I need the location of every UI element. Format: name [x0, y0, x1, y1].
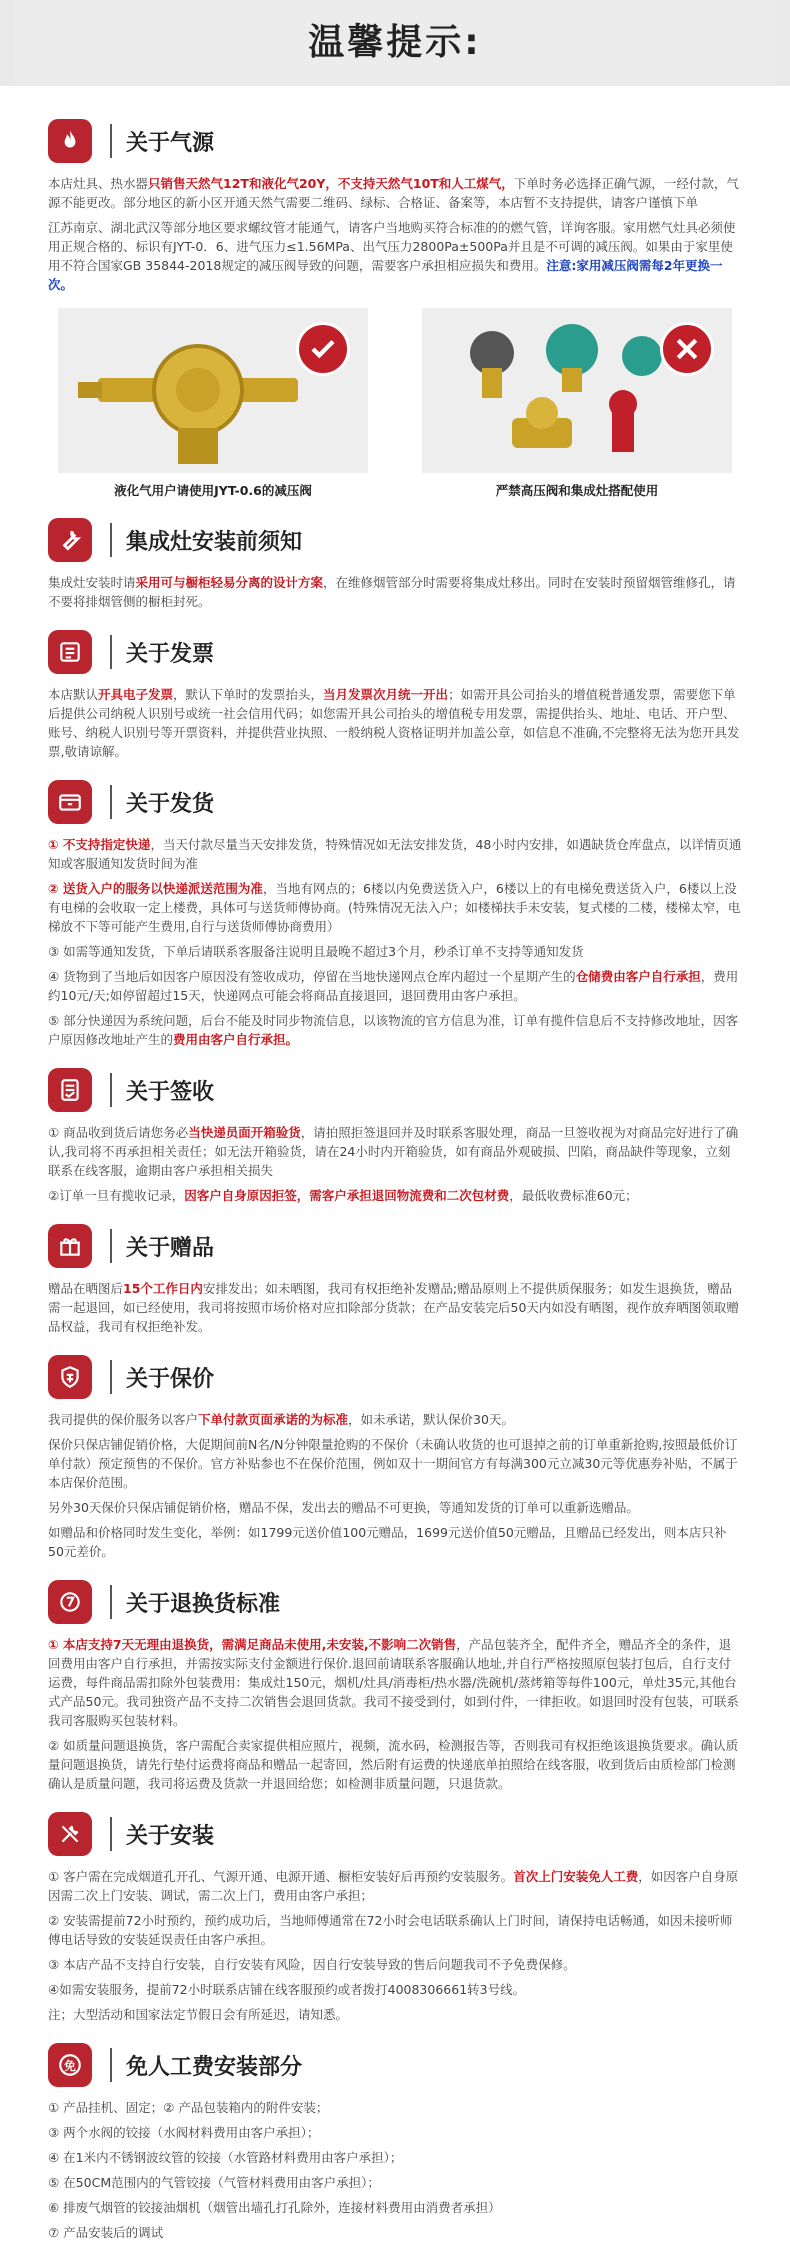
invoice-paragraph [48, 685, 742, 761]
section-header-price [48, 1344, 742, 1410]
highlight-text: 开具电子发票 [98, 687, 174, 702]
section-divider [110, 523, 112, 557]
section-title: 关于发货 [126, 791, 215, 817]
section-body-install [48, 1867, 742, 2024]
section-body-integrated [48, 573, 742, 611]
highlight-text: ① 本店支持7天无理由退换货，需满足商品未使用,未安装,不影响二次销售 [48, 1637, 457, 1652]
section-body-gas [48, 174, 742, 294]
section-body-shipping [48, 835, 742, 1049]
text: ，产品包装齐全，配件齐全，赠品齐全的条件，退回费用由客户自行承担，并需按实际支付金额进行保价.退回前请联系客服确认地址,并自行严格按照原包装打包后，自行支付运费，每件商品需扣除外包装费用：集成灶150元，烟机/灶具/消毒柜/热水器/洗碗机/蒸烤箱等每件100元，单灶35元,其他台式产品50元。我司独资产品不支持二次销售会退回货款。我司不接受到付，如到付件，一律拒收。如退回时没有包装，可联系我司客服购买包装材料。 [48, 1637, 739, 1728]
list-item [48, 1011, 742, 1049]
list-item: 注；大型活动和国家法定节假日会有所延迟，请知悉。 [48, 2007, 349, 2022]
highlight-text: 仓储费由客户自行承担 [575, 969, 701, 984]
list-item: ③ 本店产品不支持自行安装，自行安装有风险，因自行安装导致的售后问题我司不予免费保修。 [48, 1957, 576, 1972]
section-title: 关于气源 [126, 130, 215, 156]
valve-image [422, 308, 732, 473]
receipt-icon [48, 630, 92, 674]
section-header-invoice [48, 619, 742, 685]
integrated-paragraph [48, 573, 742, 611]
flame-icon [48, 119, 92, 163]
text: 安排发出；如未晒图，我司有权拒绝补发赠品;赠品原则上不提供质保服务；如发生退换货，赠品需一起退回，如已经使用，我司将按照市场价格对应扣除部分货款；在产品安装完后50天内如没有晒图，视作放弃晒图领取赠品权益，我司有权拒绝补发。 [48, 1281, 739, 1334]
text: ④ 货物到了当地后如因客户原因没有签收成功，停留在当地快递网点仓库内超过一个星期产生的 [48, 969, 576, 984]
gas-paragraph-1 [48, 174, 742, 212]
forbidden-valve-photo [422, 308, 732, 499]
gift-paragraph [48, 1279, 742, 1336]
text: ，在维修烟管部分时需要将集成灶移出。同时在安装时预留烟管维修孔，请不要将排烟管侧的橱柜封死。 [48, 575, 736, 609]
text: 江苏南京、湖北武汉等部分地区要求螺纹管才能通气，请客户当地购买符合标准的的燃气管，详询客服。家用燃气灶具必须使用正规合格的、标识有JYT-0．6、进气压力≤1.56MPa、出气压力2800Pa±500Pa并且是不可调的减压阀。如果由于家里使用不符合国家GB 35844-2018规定的减压阀导致的问题，需要客户承担相应损失和费用。 [48, 220, 736, 273]
tools-icon [48, 1812, 92, 1856]
highlight-text: 下单付款页面承诺的为标准 [198, 1412, 349, 1427]
valve-photos [58, 308, 732, 499]
price-paragraph-3: 另外30天保价只保店铺促销价格，赠品不保，发出去的赠品不可更换，等通知发货的订单可以重新选赠品。 [48, 1500, 639, 1515]
highlight-text: 当月发票次月统一开出 [323, 687, 449, 702]
highlight-text: 当快递员面开箱验货 [188, 1125, 301, 1140]
section-divider [110, 1360, 112, 1394]
section-divider [110, 1817, 112, 1851]
check-icon [296, 322, 350, 376]
text: ，费用约10元/天;如停留超过15天，快递网点可能会将商品直接退回，退回费用由客户承担。 [48, 969, 739, 1003]
correct-valve-photo [58, 308, 368, 499]
text: ⑤ 部分快递因为系统问题，后台不能及时同步物流信息，以该物流的官方信息为准，订单有揽件信息后不支持修改地址，因客户原因修改地址产生的 [48, 1013, 739, 1047]
highlight-text: ① 不支持指定快递 [48, 837, 151, 852]
section-header-returns [48, 1569, 742, 1635]
section-header-shipping [48, 769, 742, 835]
section-body-returns [48, 1635, 742, 1793]
section-title: 关于安装 [126, 1823, 215, 1849]
gift-icon [48, 1224, 92, 1268]
list-item: ③ 两个水阀的铰接（水阀材料费用由客户承担）； [48, 2125, 320, 2140]
box-icon [48, 780, 92, 824]
section-title: 关于退换货标准 [126, 1591, 281, 1617]
highlight-text: 首次上门安装免人工费 [513, 1869, 639, 1884]
list-item [48, 835, 742, 873]
page-title: 温馨提示: [308, 22, 482, 63]
highlight-text: 注意:家用减压阀需每2年更换一次。 [48, 258, 723, 292]
list-item [48, 1867, 742, 1905]
text: ；如需开具公司抬头的增值税普通发票，需要您下单后提供公司纳税人识别号或统一社会信用代码；如您需开具公司抬头的增值税专用发票，需提供抬头、地址、电话、开户型、账号、纳税人识别号等开票资料，并提供营业执照、一般纳税人资格证明并加盖公章，如信息不准确,不完整将无法为您开具发票,敬请谅解。 [48, 687, 740, 759]
section-title: 集成灶安装前须知 [126, 529, 303, 555]
list-item [48, 1123, 742, 1180]
section-header-gift [48, 1213, 742, 1279]
text: ，默认下单时的发票抬头， [173, 687, 324, 702]
highlight-text: 只销售天然气12T和液化气20Y，不支持天然气10T和人工煤气， [148, 176, 514, 191]
wrench-icon [48, 518, 92, 562]
section-divider [110, 1229, 112, 1263]
signature-doc-icon [48, 1068, 92, 1112]
text: ，当天付款尽量当天安排发货，特殊情况如无法安排发货，48小时内安排，如遇缺货仓库盘点，以详情页通知或客服通知发货时间为准 [48, 837, 742, 871]
section-divider [110, 635, 112, 669]
highlight-text: 15个工作日内 [123, 1281, 203, 1296]
section-title: 关于保价 [126, 1366, 215, 1392]
text: ，请拍照拒签退回并及时联系客服处理，商品一旦签收视为对商品完好进行了确认,我司将不再承担相关责任；如无法开箱验货，请在24小时内开箱验货，如有商品外观破损、凹陷，商品缺件等现象，立刻联系在线客服，逾期由客户承担相关损失 [48, 1125, 739, 1178]
text: 本店默认 [48, 687, 99, 702]
section-body-signing [48, 1123, 742, 1205]
return-7-icon [48, 1580, 92, 1624]
list-item: ② 如质量问题退换货，客户需配合卖家提供相应照片，视频，流水码，检测报告等，否则我司有权拒绝该退换货要求。确认质量问题退换货，请先行垫付运费将商品和赠品一起寄回，然后附有运费的快递底单拍照给在线客服，收到货后由质检部门检测确认是质量问题，我司将运费及货款一并退回给您；如检测非质量问题，只退货款。 [48, 1738, 739, 1791]
highlight-text: ② 送货入户的服务以快递派送范围为准 [48, 881, 263, 896]
forbidden-valve-caption: 严禁高压阀和集成灶搭配使用 [495, 483, 659, 498]
section-body-gift [48, 1279, 742, 1336]
highlight-text: 因客户自身原因拒签，需客户承担退回物流费和二次包材费 [184, 1188, 510, 1203]
text: 集成灶安装时请 [48, 575, 136, 590]
section-header-integrated [48, 507, 742, 573]
section-body-invoice [48, 685, 742, 761]
correct-valve-caption: 液化气用户请使用JYT-0.6的减压阀 [114, 483, 312, 498]
text: 本店灶具、热水器 [48, 176, 149, 191]
price-paragraph-4: 如赠品和价格同时发生变化，举例：如1799元送价值100元赠品，1699元送价值50元赠品，且赠品已经发出，则本店只补50元差价。 [48, 1525, 727, 1559]
list-item [48, 1186, 742, 1205]
banner-bar-right [776, 0, 790, 86]
section-header-gas [48, 108, 742, 174]
text: 赠品在晒图后 [48, 1281, 124, 1296]
list-item: ⑥ 排废气烟管的铰接油烟机（烟管出墙孔打孔除外，连接材料费用由消费者承担） [48, 2200, 501, 2215]
section-title: 免人工费安装部分 [126, 2054, 303, 2080]
valve-image [58, 308, 368, 473]
text: ，如因客户自身原因需二次上门安装、调试，需二次上门，费用由客户承担； [48, 1869, 739, 1903]
section-divider [110, 1073, 112, 1107]
list-item [48, 967, 742, 1005]
list-item: ④如需安装服务，提前72小时联系店铺在线客服预约或者拨打4008306661转3号线。 [48, 1982, 526, 1997]
highlight-text: 采用可与橱柜轻易分离的设计方案 [135, 575, 324, 590]
text: 下单时务必选择正确气源，一经付款，气源不能更改。部分地区的新小区开通天然气需要二维码、绿标、合格证、备案等，本店暂不支持提供，请客户谨慎下单 [48, 176, 739, 210]
price-paragraph-2: 保价只保店铺促销价格，大促期间前N名/N分钟限量抢购的不保价（未确认收货的也可退掉之前的订单重新抢购,按照最低价订单付款）预定预售的不保价。官方补贴参也不在保价范围，例如双十一期间官方有每满300元立减30元等优惠券补贴，不属于本店保价范围。 [48, 1437, 738, 1490]
list-item [48, 879, 742, 936]
list-item: ① 产品挂机、固定；② 产品包装箱内的附件安装； [48, 2100, 329, 2115]
text: ，当地有网点的；6楼以内免费送货入户，6楼以上的有电梯免费送货入户，6楼以上没有电梯的会收取一定上楼费，具体可与送货师傅协商。(特殊情况无法入户；如楼梯扶手未安装，复式楼的二楼，楼梯太窄，电梯放不下等可能产生费用,自行与送货师傅协商费用） [48, 881, 741, 934]
banner-bar-left [0, 0, 14, 86]
list-item: ② 安装需提前72小时预约，预约成功后，当地师傅通常在72小时会电话联系确认上门时间，请保持电话畅通，如因未接听师傅电话导致的安装延误责任由客户承担。 [48, 1913, 733, 1947]
cross-icon [660, 322, 714, 376]
section-header-signing [48, 1057, 742, 1123]
section-divider [110, 1585, 112, 1619]
text: ① 商品收到货后请您务必 [48, 1125, 189, 1140]
section-divider [110, 785, 112, 819]
list-item: ③ 如需等通知发货，下单后请联系客服备注说明且最晚不超过3个月，秒杀订单不支持等通知发货 [48, 944, 584, 959]
price-paragraph-1 [48, 1410, 742, 1429]
text: ②订单一旦有揽收记录， [48, 1188, 185, 1203]
list-item: ④ 在1米内不锈钢波纹管的铰接（水管路材料费用由客户承担）； [48, 2150, 403, 2165]
section-divider [110, 2048, 112, 2082]
section-header-free [48, 2032, 742, 2098]
section-body-free [48, 2098, 742, 2242]
section-header-install [48, 1801, 742, 1867]
section-title: 关于签收 [126, 1079, 215, 1105]
list-item [48, 1635, 742, 1730]
text: 我司提供的保价服务以客户 [48, 1412, 199, 1427]
text: ，如未承诺，默认保价30天。 [348, 1412, 514, 1427]
list-item: ⑦ 产品安装后的调试 [48, 2225, 164, 2240]
section-title: 关于发票 [126, 641, 215, 667]
notice-content [0, 86, 790, 2242]
banner [0, 0, 790, 86]
text: ，最低收费标准60元； [509, 1188, 638, 1203]
shield-price-icon [48, 1355, 92, 1399]
text: ① 客户需在完成烟道孔开孔、气源开通、电源开通、橱柜安装好后再预约安装服务。 [48, 1869, 514, 1884]
section-title: 关于赠品 [126, 1235, 215, 1261]
highlight-text: 费用由客户自行承担。 [173, 1032, 299, 1047]
gas-paragraph-2 [48, 218, 742, 294]
section-body-price [48, 1410, 742, 1561]
svg-text:免: 免 [64, 2058, 76, 2073]
section-divider [110, 124, 112, 158]
free-badge-icon [48, 2043, 92, 2087]
list-item: ⑤ 在50CM范围内的气管铰接（气管材料费用由客户承担）； [48, 2175, 380, 2190]
